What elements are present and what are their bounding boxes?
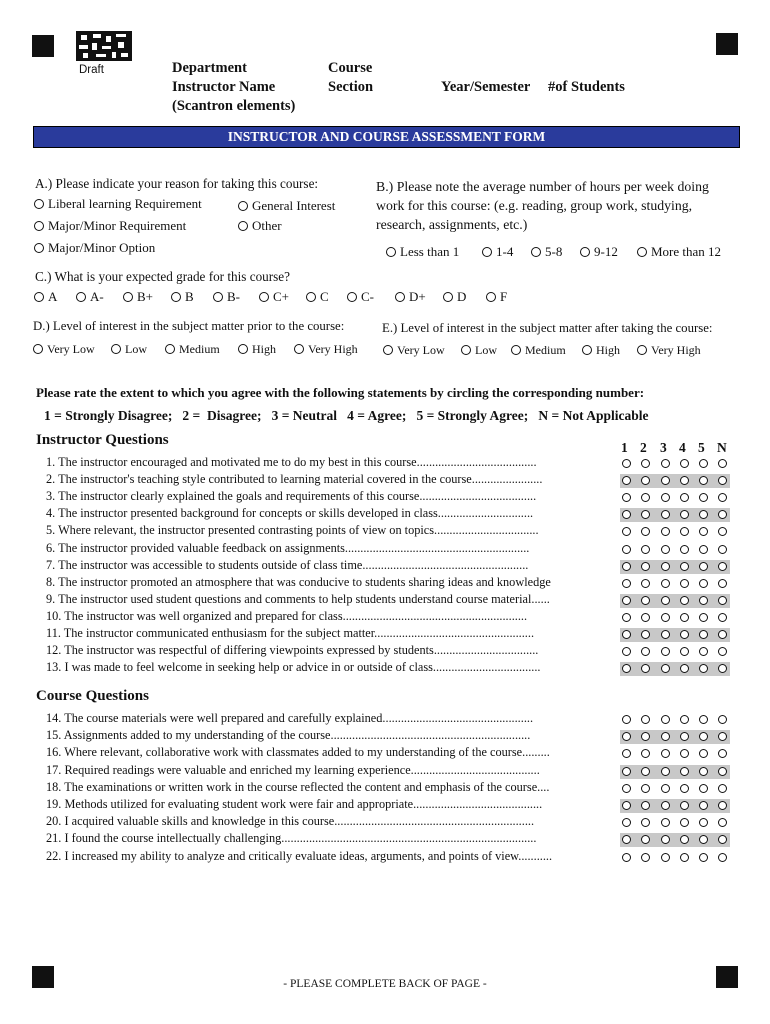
rating-circle-4[interactable] <box>680 647 689 656</box>
rating-circle-5[interactable] <box>699 749 708 758</box>
rating-circle-N[interactable] <box>718 613 727 622</box>
qd-option-medium[interactable]: Medium <box>165 342 220 357</box>
rating-circle-1[interactable] <box>622 664 631 673</box>
rating-circle-N[interactable] <box>718 784 727 793</box>
rating-circle-N[interactable] <box>718 545 727 554</box>
rating-circle-1[interactable] <box>622 459 631 468</box>
rating-circle-1[interactable] <box>622 527 631 536</box>
header-left-block <box>172 59 295 116</box>
course-rating-row-2 <box>620 730 730 744</box>
qa-option-liberal[interactable]: Liberal learning Requirement <box>34 196 202 212</box>
instructor-rating-row-6 <box>620 543 730 557</box>
rating-circle-4[interactable] <box>680 613 689 622</box>
rating-circle-N[interactable] <box>718 510 727 519</box>
rating-circle-N[interactable] <box>718 476 727 485</box>
course-rating-row-5 <box>620 782 730 796</box>
rating-circle-N[interactable] <box>718 459 727 468</box>
instructor-question-9: 9. The instructor used student questions and comments to help students understand course material...... <box>46 591 550 606</box>
qb-option-9-12[interactable]: 9-12 <box>580 244 618 260</box>
rating-circle-N[interactable] <box>718 732 727 741</box>
qe-option-very-low[interactable]: Very Low <box>383 343 445 358</box>
rating-circle-5[interactable] <box>699 664 708 673</box>
instructor-question-7: 7. The instructor was accessible to students outside of class time...................................................... <box>46 557 529 572</box>
rating-circle-3[interactable] <box>661 630 670 639</box>
rating-circle-3[interactable] <box>661 562 670 571</box>
rating-circle-2[interactable] <box>641 784 650 793</box>
rating-circle-3[interactable] <box>661 853 670 862</box>
radio-icon <box>33 344 43 354</box>
rating-circle-N[interactable] <box>718 562 727 571</box>
radio-icon <box>238 201 248 211</box>
registration-mark-top-right <box>716 33 738 55</box>
rating-circle-4[interactable] <box>680 835 689 844</box>
header-mid-block <box>328 59 373 97</box>
rating-circle-5[interactable] <box>699 630 708 639</box>
instructor-question-4: 4. The instructor presented background for concepts or skills developed in class............................... <box>46 506 534 521</box>
course-question-7: 20. I acquired valuable skills and knowledge in this course................................................................. <box>46 814 535 829</box>
radio-icon <box>383 345 393 355</box>
course-rating-row-7 <box>620 816 730 830</box>
rating-circle-2[interactable] <box>641 818 650 827</box>
rating-circle-5[interactable] <box>699 527 708 536</box>
rating-circle-2[interactable] <box>641 835 650 844</box>
rating-circle-2[interactable] <box>641 527 650 536</box>
question-e-prompt: E.) Level of interest in the subject matter after taking the course: <box>382 321 713 335</box>
rating-circle-5[interactable] <box>699 715 708 724</box>
rating-circle-2[interactable] <box>641 579 650 588</box>
course-rating-row-4 <box>620 765 730 779</box>
instructor-rating-row-13 <box>620 662 730 676</box>
qe-option-low[interactable]: Low <box>461 343 497 358</box>
instructor-question-3: 3. The instructor clearly explained the goals and requirements of this course...................................... <box>46 489 537 504</box>
qc-option-a-minus[interactable]: A- <box>76 289 104 305</box>
rating-circle-5[interactable] <box>699 459 708 468</box>
rating-circle-3[interactable] <box>661 715 670 724</box>
rating-circle-3[interactable] <box>661 835 670 844</box>
instructor-rating-row-3 <box>620 491 730 505</box>
rating-circle-3[interactable] <box>661 749 670 758</box>
radio-icon <box>531 247 541 257</box>
qc-option-c-minus[interactable]: C- <box>347 289 374 305</box>
radio-icon <box>347 292 357 302</box>
rating-circle-3[interactable] <box>661 732 670 741</box>
rating-circle-4[interactable] <box>680 664 689 673</box>
rating-circle-2[interactable] <box>641 596 650 605</box>
radio-icon <box>238 221 248 231</box>
qa-option-major-minor-req[interactable]: Major/Minor Requirement <box>34 218 186 234</box>
rating-circle-2[interactable] <box>641 749 650 758</box>
instructor-rating-row-10 <box>620 611 730 625</box>
course-rating-row-8 <box>620 833 730 847</box>
department-label: Department <box>172 60 247 76</box>
rating-circle-4[interactable] <box>680 767 689 776</box>
rating-circle-4[interactable] <box>680 630 689 639</box>
rating-circle-5[interactable] <box>699 647 708 656</box>
radio-icon <box>34 292 44 302</box>
course-question-9: 22. I increased my ability to analyze and critically evaluate ideas, arguments, and points of view........... <box>46 848 553 863</box>
instructor-question-1: 1. The instructor encouraged and motivated me to do my best in this course....................................... <box>46 455 537 469</box>
instructor-question-8: 8. The instructor promoted an atmosphere that was conducive to students sharing ideas and knowledge <box>46 574 551 589</box>
column-n: N <box>717 440 727 455</box>
course-rating-row-6 <box>620 799 730 813</box>
rating-circle-2[interactable] <box>641 510 650 519</box>
instructor-rating-row-12 <box>620 645 730 659</box>
rating-circle-4[interactable] <box>680 510 689 519</box>
rating-circle-2[interactable] <box>641 562 650 571</box>
radio-icon <box>111 344 121 354</box>
rating-circle-5[interactable] <box>699 801 708 810</box>
qa-option-other[interactable]: Other <box>238 218 282 234</box>
instructor-questions-title: Instructor Questions <box>36 432 169 448</box>
rating-circle-1[interactable] <box>622 749 631 758</box>
rating-circle-N[interactable] <box>718 664 727 673</box>
rating-circle-2[interactable] <box>641 630 650 639</box>
scantron-label: (Scantron elements) <box>172 98 296 114</box>
rating-circle-4[interactable] <box>680 818 689 827</box>
radio-icon <box>482 247 492 257</box>
course-question-3: 16. Where relevant, collaborative work with classmates added to my understanding of the course......... <box>46 745 550 760</box>
rating-circle-1[interactable] <box>622 630 631 639</box>
section-label: Section <box>328 79 374 95</box>
rating-circle-5[interactable] <box>699 732 708 741</box>
radio-icon <box>76 292 86 302</box>
column-1: 1 <box>621 440 628 455</box>
rating-circle-3[interactable] <box>661 613 670 622</box>
instructor-question-2: 2. The instructor's teaching style contributed to learning material covered in the course....................... <box>46 472 543 487</box>
instructor-question-10: 10. The instructor was well organized and prepared for class............................................................ <box>46 608 528 623</box>
rating-circle-3[interactable] <box>661 510 670 519</box>
radio-icon <box>443 292 453 302</box>
radio-icon <box>486 292 496 302</box>
rating-circle-4[interactable] <box>680 527 689 536</box>
rating-circle-N[interactable] <box>718 749 727 758</box>
column-3: 3 <box>660 440 667 455</box>
rating-circle-4[interactable] <box>680 801 689 810</box>
rating-circle-4[interactable] <box>680 732 689 741</box>
qd-option-high[interactable]: High <box>238 342 276 357</box>
instructor-rating-row-4 <box>620 508 730 522</box>
rating-circle-1[interactable] <box>622 596 631 605</box>
rating-circle-3[interactable] <box>661 579 670 588</box>
radio-icon <box>165 344 175 354</box>
rating-circle-N[interactable] <box>718 527 727 536</box>
course-question-5: 18. The examinations or written work in the course reflected the content and emphasis of the course.... <box>46 779 550 794</box>
qc-option-f[interactable]: F <box>486 289 507 305</box>
radio-icon <box>34 199 44 209</box>
rating-circle-5[interactable] <box>699 767 708 776</box>
radio-icon <box>637 247 647 257</box>
qc-option-a[interactable]: A <box>34 289 57 305</box>
form-title-banner: INSTRUCTOR AND COURSE ASSESSMENT FORM <box>33 126 740 148</box>
draft-label: Draft <box>79 64 104 76</box>
rating-circle-3[interactable] <box>661 596 670 605</box>
rating-circle-5[interactable] <box>699 579 708 588</box>
instructor-question-12: 12. The instructor was respectful of differing viewpoints expressed by students.................................. <box>46 643 539 658</box>
radio-icon <box>259 292 269 302</box>
rating-circle-4[interactable] <box>680 459 689 468</box>
instructor-rating-row-5 <box>620 525 730 539</box>
rating-circle-N[interactable] <box>718 493 727 502</box>
rating-circle-1[interactable] <box>622 835 631 844</box>
rating-circle-N[interactable] <box>718 818 727 827</box>
rating-circle-4[interactable] <box>680 596 689 605</box>
rating-circle-5[interactable] <box>699 545 708 554</box>
qc-option-c[interactable]: C <box>306 289 329 305</box>
course-question-1: 14. The course materials were well prepared and carefully explained................................................. <box>46 711 534 725</box>
num-students-label: #of Students <box>548 79 625 95</box>
rating-circle-2[interactable] <box>641 801 650 810</box>
rating-circle-1[interactable] <box>622 767 631 776</box>
course-question-2: 15. Assignments added to my understanding of the course................................................................. <box>46 728 531 743</box>
course-rating-row-3 <box>620 747 730 761</box>
question-a-prompt: A.) Please indicate your reason for taking this course: <box>35 176 319 191</box>
instructor-rating-row-11 <box>620 628 730 642</box>
instructor-rating-row-2 <box>620 474 730 488</box>
rating-circle-N[interactable] <box>718 767 727 776</box>
instructor-rating-row-9 <box>620 594 730 608</box>
rating-circle-5[interactable] <box>699 818 708 827</box>
column-5: 5 <box>698 440 705 455</box>
rating-circle-3[interactable] <box>661 818 670 827</box>
instructor-question-5: 5. Where relevant, the instructor presented contrasting points of view on topics.................................. <box>46 523 539 538</box>
rating-circle-1[interactable] <box>622 715 631 724</box>
rating-circle-2[interactable] <box>641 767 650 776</box>
course-question-4: 17. Required readings were valuable and enriched my learning experience.......................................... <box>46 762 540 777</box>
course-label: Course <box>328 60 373 76</box>
rating-circle-4[interactable] <box>680 579 689 588</box>
qd-option-very-low[interactable]: Very Low <box>33 342 95 357</box>
qb-option-5-8[interactable]: 5-8 <box>531 244 562 260</box>
rating-circle-N[interactable] <box>718 801 727 810</box>
radio-icon <box>171 292 181 302</box>
column-4: 4 <box>679 440 686 455</box>
instructor-question-6: 6. The instructor provided valuable feedback on assignments............................................................ <box>46 540 530 555</box>
rating-circle-1[interactable] <box>622 510 631 519</box>
radio-icon <box>306 292 316 302</box>
rating-circle-5[interactable] <box>699 596 708 605</box>
qa-option-general-interest[interactable]: General Interest <box>238 198 335 214</box>
rating-circle-1[interactable] <box>622 613 631 622</box>
rating-circle-4[interactable] <box>680 562 689 571</box>
qe-option-high[interactable]: High <box>582 343 620 358</box>
rating-circle-1[interactable] <box>622 562 631 571</box>
rating-circle-N[interactable] <box>718 596 727 605</box>
rating-circle-4[interactable] <box>680 749 689 758</box>
rating-circle-4[interactable] <box>680 545 689 554</box>
qb-option-more-than-12[interactable]: More than 12 <box>637 244 721 260</box>
footer-note: - PLEASE COMPLETE BACK OF PAGE - <box>283 978 487 990</box>
rating-circle-2[interactable] <box>641 613 650 622</box>
rating-circle-1[interactable] <box>622 784 631 793</box>
rating-circle-5[interactable] <box>699 784 708 793</box>
radio-icon <box>34 243 44 253</box>
radio-icon <box>386 247 396 257</box>
question-d-prompt: D.) Level of interest in the subject matter prior to the course: <box>33 319 345 333</box>
rating-circle-2[interactable] <box>641 459 650 468</box>
rating-circle-2[interactable] <box>641 545 650 554</box>
qa-option-major-minor-option[interactable]: Major/Minor Option <box>34 240 155 256</box>
course-question-8: 21. I found the course intellectually challenging................................................................................... <box>46 831 537 846</box>
column-2: 2 <box>640 440 647 455</box>
rating-circle-1[interactable] <box>622 476 631 485</box>
rating-circle-N[interactable] <box>718 630 727 639</box>
radio-icon <box>294 344 304 354</box>
instructor-rating-row-7 <box>620 560 730 574</box>
rating-circle-2[interactable] <box>641 476 650 485</box>
rating-circle-N[interactable] <box>718 715 727 724</box>
rating-column-headers <box>620 440 732 456</box>
rating-circle-1[interactable] <box>622 493 631 502</box>
rating-circle-1[interactable] <box>622 853 631 862</box>
rating-circle-3[interactable] <box>661 527 670 536</box>
course-rating-row-9 <box>620 851 730 865</box>
qd-option-very-high[interactable]: Very High <box>294 342 358 357</box>
radio-icon <box>123 292 133 302</box>
rating-circle-3[interactable] <box>661 493 670 502</box>
radio-icon <box>238 344 248 354</box>
rating-circle-5[interactable] <box>699 613 708 622</box>
rating-circle-1[interactable] <box>622 545 631 554</box>
rating-circle-N[interactable] <box>718 579 727 588</box>
qc-option-b-plus[interactable]: B+ <box>123 289 153 305</box>
rating-circle-5[interactable] <box>699 562 708 571</box>
qe-option-medium[interactable]: Medium <box>511 343 566 358</box>
radio-icon <box>461 345 471 355</box>
rating-circle-3[interactable] <box>661 647 670 656</box>
rating-circle-4[interactable] <box>680 476 689 485</box>
rating-circle-3[interactable] <box>661 784 670 793</box>
rating-circle-5[interactable] <box>699 510 708 519</box>
rating-circle-N[interactable] <box>718 835 727 844</box>
rating-scale: 1 = Strongly Disagree; 2 = Disagree; 3 = Neutral 4 = Agree; 5 = Strongly Agree; N = Not Applicable <box>44 408 649 423</box>
rating-circle-1[interactable] <box>622 732 631 741</box>
qe-option-very-high[interactable]: Very High <box>637 343 701 358</box>
qc-option-d-plus[interactable]: D+ <box>395 289 426 305</box>
qc-option-d[interactable]: D <box>443 289 466 305</box>
instructor-rating-row-8 <box>620 577 730 591</box>
radio-icon <box>395 292 405 302</box>
qc-option-b[interactable]: B <box>171 289 194 305</box>
radio-icon <box>637 345 647 355</box>
rating-instruction: Please rate the extent to which you agree with the following statements by circling the corresponding number: <box>36 385 645 400</box>
qb-option-less-than-1[interactable]: Less than 1 <box>386 244 459 260</box>
radio-icon <box>34 221 44 231</box>
rating-circle-N[interactable] <box>718 647 727 656</box>
rating-circle-4[interactable] <box>680 853 689 862</box>
rating-circle-4[interactable] <box>680 784 689 793</box>
rating-circle-1[interactable] <box>622 579 631 588</box>
instructor-name-label: Instructor Name <box>172 79 276 95</box>
rating-circle-2[interactable] <box>641 647 650 656</box>
year-semester-label: Year/Semester <box>441 79 531 95</box>
rating-circle-3[interactable] <box>661 459 670 468</box>
radio-icon <box>511 345 521 355</box>
question-c-prompt: C.) What is your expected grade for this course? <box>35 269 290 284</box>
rating-circle-1[interactable] <box>622 647 631 656</box>
rating-circle-4[interactable] <box>680 715 689 724</box>
registration-mark-top-left <box>32 35 54 57</box>
course-rating-row-1 <box>620 713 730 727</box>
instructor-question-13: 13. I was made to feel welcome in seeking help or advice in or outside of class................................... <box>46 660 541 675</box>
rating-circle-5[interactable] <box>699 493 708 502</box>
rating-circle-5[interactable] <box>699 476 708 485</box>
instructor-question-11: 11. The instructor communicated enthusiasm for the subject matter.................................................... <box>46 626 535 640</box>
rating-circle-3[interactable] <box>661 767 670 776</box>
course-question-6: 19. Methods utilized for evaluating student work were fair and appropriate.......................................... <box>46 797 543 811</box>
rating-circle-1[interactable] <box>622 818 631 827</box>
barcode-icon <box>76 31 132 61</box>
qc-option-b-minus[interactable]: B- <box>213 289 240 305</box>
rating-circle-2[interactable] <box>641 493 650 502</box>
rating-circle-N[interactable] <box>718 853 727 862</box>
question-b-prompt: B.) Please note the average number of hours per week doing work for this course: (e.g. reading, group work, studying, research, assignments, etc.) <box>376 179 709 232</box>
course-questions-title: Course Questions <box>36 688 149 704</box>
instructor-rating-row-1 <box>620 457 730 471</box>
radio-icon <box>580 247 590 257</box>
rating-circle-3[interactable] <box>661 801 670 810</box>
rating-circle-1[interactable] <box>622 801 631 810</box>
rating-circle-2[interactable] <box>641 715 650 724</box>
radio-icon <box>213 292 223 302</box>
qd-option-low[interactable]: Low <box>111 342 147 357</box>
qb-option-1-4[interactable]: 1-4 <box>482 244 513 260</box>
rating-circle-5[interactable] <box>699 853 708 862</box>
rating-circle-3[interactable] <box>661 545 670 554</box>
rating-circle-3[interactable] <box>661 664 670 673</box>
rating-circle-2[interactable] <box>641 853 650 862</box>
rating-circle-4[interactable] <box>680 493 689 502</box>
rating-circle-2[interactable] <box>641 664 650 673</box>
rating-circle-2[interactable] <box>641 732 650 741</box>
radio-icon <box>582 345 592 355</box>
qc-option-c-plus[interactable]: C+ <box>259 289 289 305</box>
rating-circle-3[interactable] <box>661 476 670 485</box>
rating-circle-5[interactable] <box>699 835 708 844</box>
